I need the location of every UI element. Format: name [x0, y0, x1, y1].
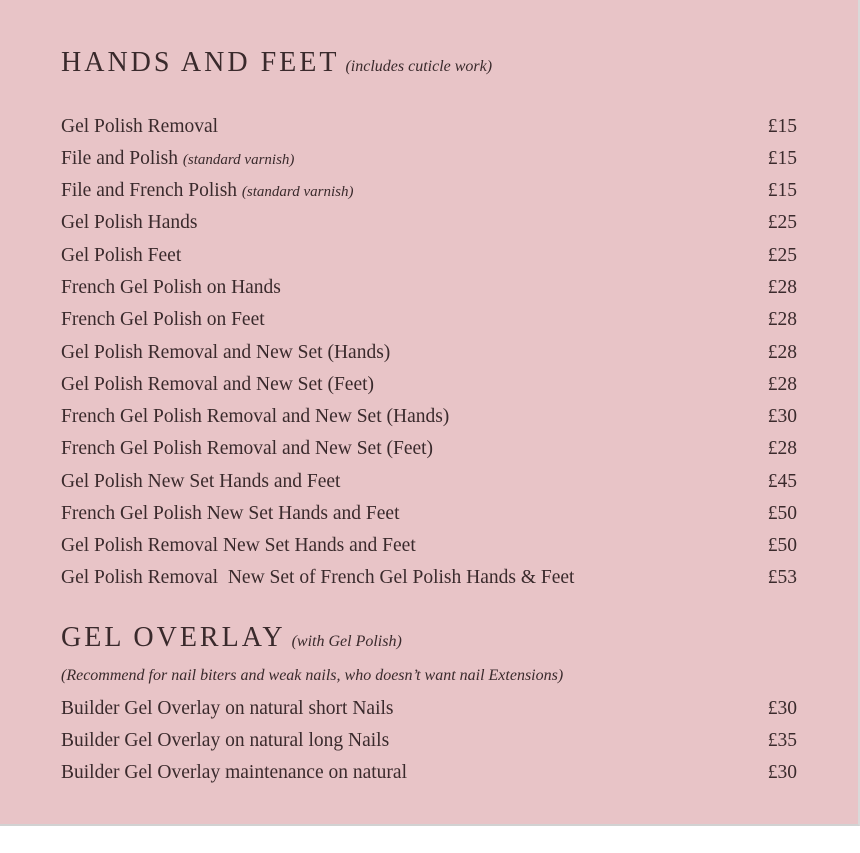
- item-name: Builder Gel Overlay on natural short Nails: [61, 698, 394, 719]
- item-price: £50: [767, 535, 797, 556]
- item-price: £28: [767, 309, 797, 330]
- item-name: Gel Polish Removal and New Set (Hands): [61, 342, 391, 363]
- item-price: £28: [767, 277, 797, 298]
- section-title-gel-overlay: [61, 622, 402, 654]
- list-item: [61, 762, 797, 786]
- item-price: £25: [767, 245, 797, 266]
- item-name: Gel Polish Removal and New Set (Feet): [61, 374, 375, 395]
- item-price: £15: [767, 148, 797, 169]
- item-price: £35: [767, 730, 797, 751]
- item-price: £15: [767, 180, 797, 201]
- item-name: Builder Gel Overlay maintenance on natural: [61, 762, 407, 783]
- item-price: £15: [767, 116, 797, 137]
- list-item: [61, 212, 797, 236]
- list-item: [61, 180, 797, 204]
- item-name: Gel Polish Removal New Set of French Gel Polish Hands & Feet: [61, 567, 575, 588]
- list-item: [61, 730, 797, 754]
- item-price: £28: [767, 438, 797, 459]
- item-price: £30: [767, 406, 797, 427]
- section-title-text: GEL OVERLAY: [61, 622, 286, 653]
- item-price: £45: [767, 471, 797, 492]
- item-price: £28: [767, 342, 797, 363]
- item-name: File and French Polish: [61, 180, 238, 201]
- list-item: [61, 116, 797, 140]
- item-name: French Gel Polish Removal and New Set (Feet): [61, 438, 434, 459]
- section-title-hands-and-feet: [61, 47, 492, 79]
- item-price: £53: [767, 567, 797, 588]
- list-item: [61, 471, 797, 495]
- list-item: [61, 406, 797, 430]
- item-name: Gel Polish Hands: [61, 212, 198, 233]
- section-title-note: (with Gel Polish): [291, 633, 402, 650]
- item-price: £30: [767, 762, 797, 783]
- item-note: (standard varnish): [241, 184, 354, 200]
- item-price: £28: [767, 374, 797, 395]
- list-item: [61, 535, 797, 559]
- item-name: French Gel Polish New Set Hands and Feet: [61, 503, 400, 524]
- item-price: £50: [767, 503, 797, 524]
- item-price: £25: [767, 212, 797, 233]
- list-item: [61, 148, 797, 172]
- list-item: [61, 374, 797, 398]
- section-title-note: (includes cuticle work): [345, 58, 493, 75]
- list-item: [61, 438, 797, 462]
- item-name: Gel Polish New Set Hands and Feet: [61, 471, 341, 492]
- section-subnote: (Recommend for nail biters and weak nails, who doesn’t want nail Extensions): [61, 667, 564, 684]
- item-name: Builder Gel Overlay on natural long Nails: [61, 730, 390, 751]
- item-name: Gel Polish Removal New Set Hands and Feet: [61, 535, 416, 556]
- item-note: (standard varnish): [182, 152, 295, 168]
- list-item: [61, 503, 797, 527]
- item-name: Gel Polish Removal: [61, 116, 219, 137]
- item-name: French Gel Polish on Feet: [61, 309, 265, 330]
- list-item: [61, 309, 797, 333]
- item-price: £30: [767, 698, 797, 719]
- item-name: French Gel Polish on Hands: [61, 277, 281, 298]
- list-item: [61, 342, 797, 366]
- list-item: [61, 277, 797, 301]
- list-item: [61, 567, 797, 591]
- item-name: Gel Polish Feet: [61, 245, 182, 266]
- item-name: File and Polish: [61, 148, 179, 169]
- section-title-text: HANDS AND FEET: [61, 47, 340, 78]
- list-item: [61, 698, 797, 722]
- item-name: French Gel Polish Removal and New Set (Hands): [61, 406, 450, 427]
- list-item: [61, 245, 797, 269]
